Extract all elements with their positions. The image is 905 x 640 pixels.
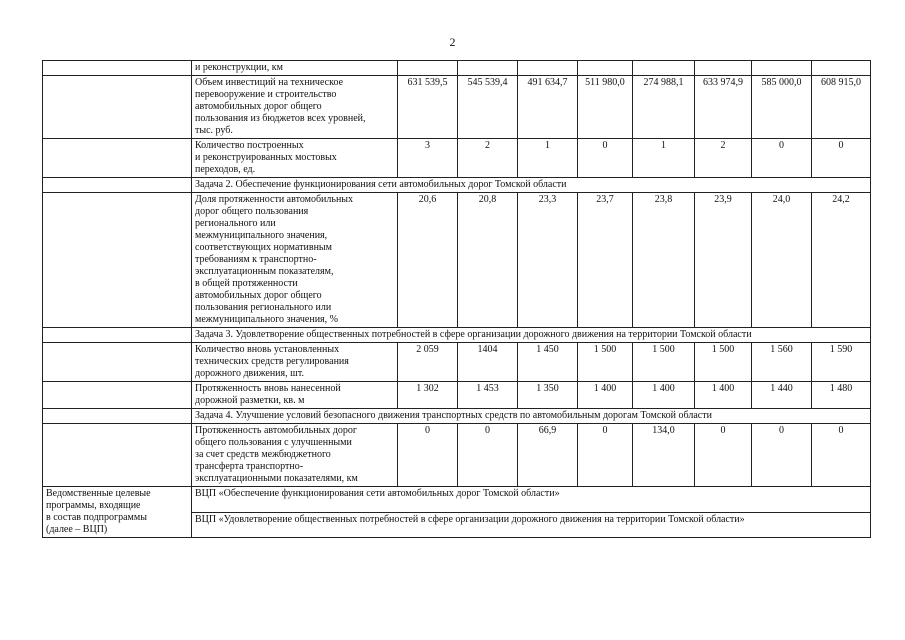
indicator-label-line: дорог общего пользования [195, 206, 309, 217]
value-cell: 0 [398, 424, 458, 487]
indicator-label-line: требованиям к транспортно- [195, 254, 317, 265]
value-cell: 545 539,4 [458, 76, 518, 139]
value-cell: 1 350 [518, 382, 578, 409]
vcp-label-line: программы, входящие [46, 500, 141, 511]
value-cell: 608 915,0 [812, 76, 871, 139]
indicator-label-line: Количество построенных [195, 140, 304, 151]
value-cell: 1 450 [518, 343, 578, 382]
value-cell: 1 560 [752, 343, 812, 382]
value-cell: 2 059 [398, 343, 458, 382]
value-cell: 0 [458, 424, 518, 487]
value-cell: 20,6 [398, 193, 458, 328]
value-cell: 1 400 [578, 382, 633, 409]
vcp-section-label [43, 487, 192, 538]
indicator-label: и реконструкции, км [192, 61, 398, 76]
indicator-label-line: перевооружение и строительство [195, 89, 337, 100]
value-cell: 631 539,5 [398, 76, 458, 139]
indicator-label-line: межмуниципального значения, [195, 230, 328, 241]
table-row [43, 76, 871, 139]
table-row [43, 382, 871, 409]
indicator-label-line: автомобильных дорог общего [195, 101, 322, 112]
value-cell: 1 400 [633, 382, 695, 409]
indicator-label-line: пользования из бюджетов всех уровней, [195, 113, 366, 124]
value-cell: 274 988,1 [633, 76, 695, 139]
task-heading: Задача 2. Обеспечение функционирования сети автомобильных дорог Томской области [192, 178, 871, 193]
left-empty-cell [43, 61, 192, 76]
indicator-label-line: межмуниципального значения, % [195, 314, 338, 325]
value-cell: 1 590 [812, 343, 871, 382]
indicator-label-line: автомобильных дорог общего [195, 290, 322, 301]
task-row [43, 328, 871, 343]
value-cell: 1 480 [812, 382, 871, 409]
indicator-label-line: соответствующих нормативным [195, 242, 332, 253]
task-row [43, 409, 871, 424]
vcp-label-line: (далее – ВЦП) [46, 524, 108, 535]
indicators-table [42, 60, 871, 538]
value-cell: 1404 [458, 343, 518, 382]
table-row [43, 424, 871, 487]
indicator-label-line: тыс. руб. [195, 125, 233, 136]
value-cell: 633 974,9 [695, 76, 752, 139]
value-cell: 1 440 [752, 382, 812, 409]
indicator-label [192, 193, 398, 328]
table-row [43, 139, 871, 178]
indicator-label-line: пользования регионального или [195, 302, 332, 313]
indicator-label-line: в общей протяженности [195, 278, 298, 289]
indicator-label-line: Протяженность автомобильных дорог [195, 425, 358, 436]
task-row [43, 178, 871, 193]
value-cell: 1 [633, 139, 695, 178]
value-cell: 491 634,7 [518, 76, 578, 139]
value-cell: 511 980,0 [578, 76, 633, 139]
value-cell: 1 500 [633, 343, 695, 382]
indicator-label [192, 139, 398, 178]
value-cell: 0 [812, 424, 871, 487]
task-heading: Задача 4. Улучшение условий безопасного движения транспортных средств по автомобильным дорогам Томской области [192, 409, 871, 424]
value-cell: 0 [752, 424, 812, 487]
indicator-label-line: и реконструированных мостовых [195, 152, 337, 163]
value-cell: 23,3 [518, 193, 578, 328]
value-cell: 24,0 [752, 193, 812, 328]
indicator-label-line: Объем инвестиций на техническое [195, 77, 344, 88]
task-heading: Задача 3. Удовлетворение общественных потребностей в сфере организации дорожного движения на территории Томской области [192, 328, 871, 343]
indicator-label-line: дорожного движения, шт. [195, 368, 304, 379]
vcp-label-line: Ведомственные целевые [46, 488, 151, 499]
left-empty-cell [43, 76, 192, 139]
left-empty-cell [43, 424, 192, 487]
value-cell: 23,9 [695, 193, 752, 328]
value-cell: 2 [695, 139, 752, 178]
left-empty-cell [43, 193, 192, 328]
value-cell: 1 453 [458, 382, 518, 409]
value-cell: 134,0 [633, 424, 695, 487]
indicator-label-line: технических средств регулирования [195, 356, 349, 367]
indicator-label [192, 343, 398, 382]
left-empty-cell [43, 178, 192, 193]
value-cell: 2 [458, 139, 518, 178]
table-row [43, 193, 871, 328]
value-cell: 1 500 [578, 343, 633, 382]
indicator-label-line: переходов, ед. [195, 164, 256, 175]
value-cell: 0 [695, 424, 752, 487]
indicator-label [192, 424, 398, 487]
indicator-label [192, 382, 398, 409]
left-empty-cell [43, 382, 192, 409]
table-row [43, 343, 871, 382]
vcp-row [43, 487, 871, 513]
value-cell: 0 [812, 139, 871, 178]
value-cell: 0 [752, 139, 812, 178]
value-cell: 1 400 [695, 382, 752, 409]
indicator-label-line: Количество вновь установленных [195, 344, 340, 355]
indicator-label-line: за счет средств межбюджетного [195, 449, 331, 460]
value-cell: 1 302 [398, 382, 458, 409]
indicator-label-line: трансферта транспортно- [195, 461, 304, 472]
value-cell: 3 [398, 139, 458, 178]
vcp-item: ВЦП «Удовлетворение общественных потребностей в сфере организации дорожного движения на территории Томской области» [192, 512, 871, 538]
value-cell: 585 000,0 [752, 76, 812, 139]
value-cell: 0 [578, 139, 633, 178]
indicator-label-line: Доля протяженности автомобильных [195, 194, 354, 205]
left-empty-cell [43, 139, 192, 178]
value-cell: 23,7 [578, 193, 633, 328]
value-cell: 24,2 [812, 193, 871, 328]
vcp-label-line: в состав подпрограммы [46, 512, 147, 523]
indicator-label-line: регионального или [195, 218, 276, 229]
left-empty-cell [43, 409, 192, 424]
value-cell: 23,8 [633, 193, 695, 328]
value-cell: 0 [578, 424, 633, 487]
table-row [43, 61, 871, 76]
left-empty-cell [43, 343, 192, 382]
indicator-label-line: дорожной разметки, кв. м [195, 395, 305, 406]
indicator-label-line: общего пользования с улучшенными [195, 437, 352, 448]
value-cell: 20,8 [458, 193, 518, 328]
left-empty-cell [43, 328, 192, 343]
indicator-label [192, 76, 398, 139]
value-cell: 1 500 [695, 343, 752, 382]
indicator-label-line: эксплуатационным показателям, [195, 266, 334, 277]
indicator-label-line: эксплуатационными показателями, км [195, 473, 358, 484]
value-cell: 1 [518, 139, 578, 178]
value-cell: 66,9 [518, 424, 578, 487]
vcp-item: ВЦП «Обеспечение функционирования сети автомобильных дорог Томской области» [192, 487, 871, 513]
indicator-label-line: Протяженность вновь нанесенной [195, 383, 341, 394]
page-number: 2 [449, 35, 456, 49]
